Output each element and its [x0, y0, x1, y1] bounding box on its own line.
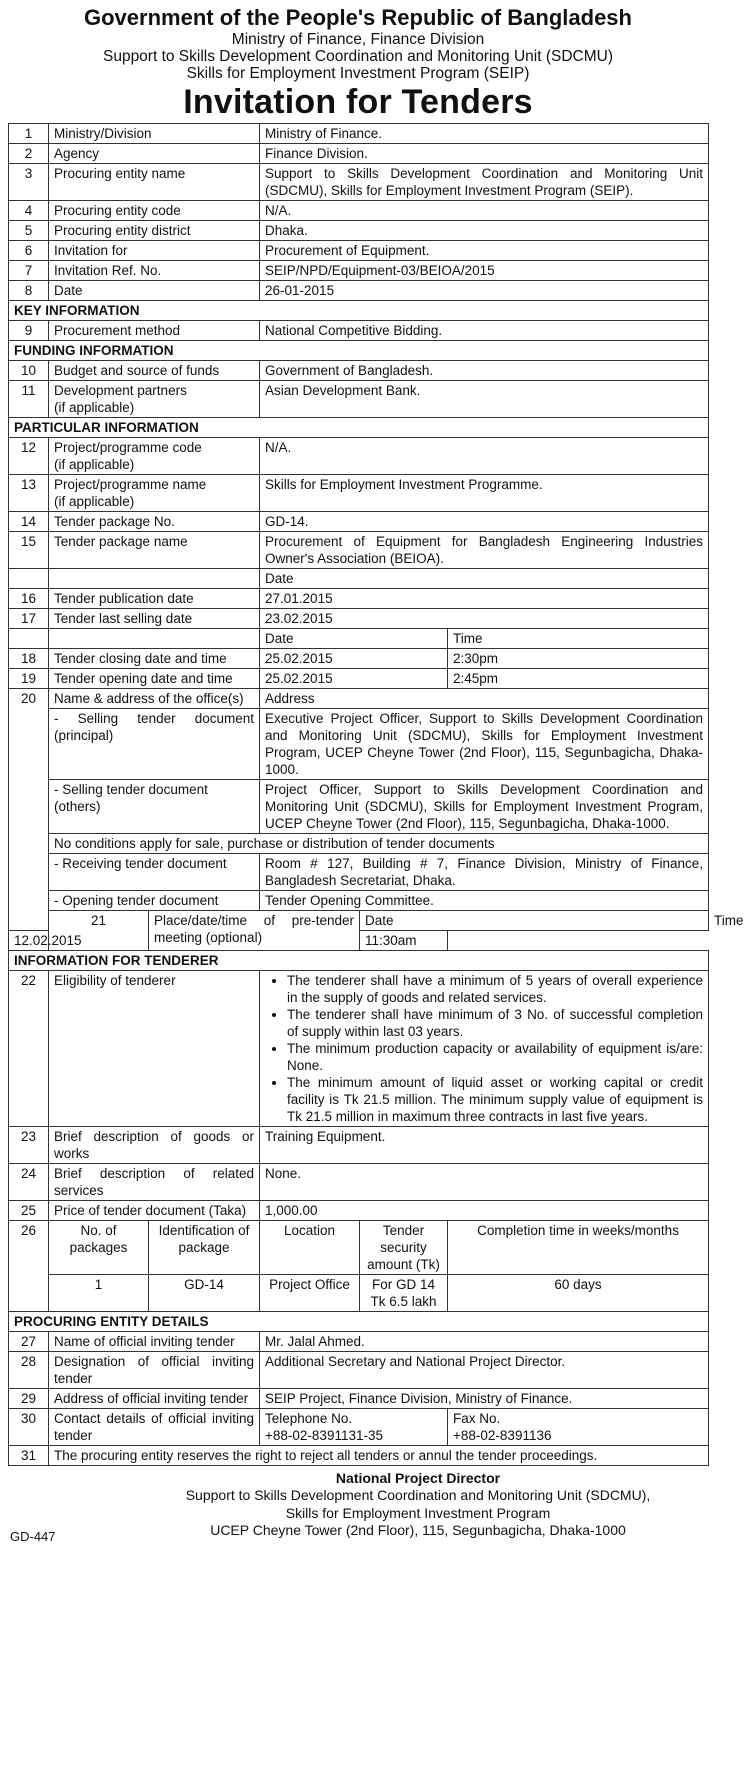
- table-row: [9, 588, 709, 608]
- row-number: 2: [9, 143, 49, 163]
- row-number-empty: [9, 628, 49, 648]
- row-label: Place/date/time of pre-tender meeting (optional): [149, 910, 360, 950]
- tender-table: [8, 123, 744, 1466]
- table-row: [9, 1126, 709, 1163]
- row-value: Government of Bangladesh.: [260, 360, 709, 380]
- row-label: Procuring entity code: [49, 200, 260, 220]
- row-number: 27: [9, 1331, 49, 1351]
- row-label: Address of official inviting tender: [49, 1388, 260, 1408]
- package-value: 1: [49, 1274, 149, 1311]
- row-number: 25: [9, 1200, 49, 1220]
- table-row: [9, 380, 709, 417]
- table-row: [9, 890, 709, 910]
- notice-header: [8, 6, 708, 121]
- row-time: 2:30pm: [448, 648, 709, 668]
- telephone-number: +88-02-8391131-35: [265, 1427, 383, 1443]
- row-label: Brief description of related services: [49, 1163, 260, 1200]
- row-number: 13: [9, 474, 49, 511]
- row-number: 14: [9, 511, 49, 531]
- selling-principal-value: Executive Project Officer, Support to Skills Development Coordination and Monitoring Unit (SDCMU), Skills for Employment Investment Program, UCEP Cheyne Tower (2nd Floor), 115, Segunbagicha, Dhaka-1000.: [260, 708, 709, 779]
- section-heading-funding: FUNDING INFORMATION: [9, 340, 709, 360]
- row-number: 10: [9, 360, 49, 380]
- row-value: 23.02.2015: [260, 608, 709, 628]
- table-row: [9, 970, 709, 1126]
- row-label: Eligibility of tenderer: [49, 970, 260, 1126]
- row-number: 29: [9, 1388, 49, 1408]
- row-number: 15: [9, 531, 49, 568]
- row-value: Procurement of Equipment for Bangladesh Engineering Industries Owner's Association (BEIOA).: [260, 531, 709, 568]
- table-row: [9, 200, 709, 220]
- row-label: Name of official inviting tender: [49, 1331, 260, 1351]
- row-number: 8: [9, 280, 49, 300]
- table-row: [9, 1351, 709, 1388]
- table-row: [9, 648, 709, 668]
- section-row: [9, 1311, 709, 1331]
- table-row: [9, 833, 709, 853]
- table-row: [9, 1274, 709, 1311]
- row-number: 5: [9, 220, 49, 240]
- receiving-value: Room # 127, Building # 7, Finance Division, Ministry of Finance, Bangladesh Secretariat, Dhaka.: [260, 853, 709, 890]
- row-number: 20: [9, 688, 49, 930]
- row-number: 4: [9, 200, 49, 220]
- table-row: [9, 320, 709, 340]
- row-value: Training Equipment.: [260, 1126, 709, 1163]
- row-value: 26-01-2015: [260, 280, 709, 300]
- row-label: [49, 474, 260, 511]
- section-heading-procuring: PROCURING ENTITY DETAILS: [9, 1311, 709, 1331]
- selling-others-label: - Selling tender document (others): [49, 779, 260, 833]
- label-line: Project/programme name: [54, 476, 207, 492]
- label-note: (if applicable): [54, 399, 135, 415]
- table-row: [9, 1220, 709, 1274]
- row-label-empty: [49, 568, 260, 588]
- table-row: [9, 708, 709, 779]
- table-row: [9, 1200, 709, 1220]
- row-number: 31: [9, 1445, 49, 1465]
- tender-notice: [8, 0, 744, 1546]
- list-item: • The minimum amount of liquid asset or working capital or credit facility is Tk 21.5 million. The minimum supply value of equipment is Tk 21.5 million in maximum three contracts in last five years.: [287, 1074, 703, 1125]
- ministry-line: Ministry of Finance, Finance Division: [231, 30, 485, 48]
- row-label: [49, 380, 260, 417]
- row-label: Budget and source of funds: [49, 360, 260, 380]
- row-label: Tender closing date and time: [49, 648, 260, 668]
- row-value: The procuring entity reserves the right to reject all tenders or annul the tender proceedings.: [49, 1445, 709, 1465]
- package-value: Project Office: [260, 1274, 360, 1311]
- row-number: 30: [9, 1408, 49, 1445]
- table-row: 21 Place/date/time of pre-tender meeting (optional) Date Time: [9, 910, 709, 930]
- row-value: N/A.: [260, 437, 709, 474]
- date-header: Date: [260, 568, 709, 588]
- package-header: Identification of package: [149, 1220, 260, 1274]
- selling-others-value: Project Officer, Support to Skills Development Coordination and Monitoring Unit (SDCMU), Skills for Employment Investment Program, UCEP Cheyne Tower (2nd Floor), 115, Segunbagicha, Dhaka-1000.: [260, 779, 709, 833]
- row-value: Ministry of Finance.: [260, 123, 709, 143]
- section-row: [9, 340, 709, 360]
- table-row: [9, 608, 709, 628]
- table-row: [9, 688, 709, 708]
- row-label-empty: [49, 628, 260, 648]
- row-number: 6: [9, 240, 49, 260]
- selling-principal-label: - Selling tender document (principal): [49, 708, 260, 779]
- package-value: GD-14: [149, 1274, 260, 1311]
- label-note: (if applicable): [54, 456, 135, 472]
- signatory-program: Skills for Employment Investment Program: [285, 1504, 551, 1521]
- row-number-empty: [9, 568, 49, 588]
- security-amount: Tk 6.5 lakh: [370, 1293, 437, 1309]
- row-number: 3: [9, 163, 49, 200]
- row-label: Contact details of official inviting tender: [49, 1408, 260, 1445]
- row-number: 22: [9, 970, 49, 1126]
- table-row: [9, 1445, 709, 1465]
- row-label: Name & address of the office(s): [49, 688, 260, 708]
- table-row: [9, 360, 709, 380]
- row-label: Invitation Ref. No.: [49, 260, 260, 280]
- row-number: 26: [9, 1220, 49, 1311]
- opening-value: Tender Opening Committee.: [260, 890, 709, 910]
- row-number: 9: [9, 320, 49, 340]
- fax-cell: [448, 1408, 709, 1445]
- date-header: Date: [260, 628, 448, 648]
- package-header: Location: [260, 1220, 360, 1274]
- row-number: 24: [9, 1163, 49, 1200]
- row-value: Asian Development Bank.: [260, 380, 709, 417]
- signatory-title: National Project Director: [335, 1469, 501, 1486]
- table-row: [9, 1331, 709, 1351]
- table-row: [9, 1163, 709, 1200]
- table-row: [9, 779, 709, 833]
- row-label: Date: [49, 280, 260, 300]
- table-row: [9, 280, 709, 300]
- table-row: [9, 853, 709, 890]
- package-header: Tender security amount (Tk): [360, 1220, 448, 1274]
- row-value: Skills for Employment Investment Programme.: [260, 474, 709, 511]
- row-number: 28: [9, 1351, 49, 1388]
- telephone-label: Telephone No.: [265, 1410, 353, 1426]
- fax-label: Fax No.: [453, 1410, 501, 1426]
- table-row: [9, 628, 709, 648]
- row-label: Procurement method: [49, 320, 260, 340]
- row-label: Invitation for: [49, 240, 260, 260]
- row-time: 2:45pm: [448, 668, 709, 688]
- table-row: [9, 1408, 709, 1445]
- section-row: [9, 417, 709, 437]
- row-label: Ministry/Division: [49, 123, 260, 143]
- list-item: • The tenderer shall have minimum of 3 No. of successful completion of supply within last 03 years.: [287, 1006, 703, 1040]
- row-value: SEIP/NPD/Equipment-03/BEIOA/2015: [260, 260, 709, 280]
- row-label: Brief description of goods or works: [49, 1126, 260, 1163]
- row-time: 11:30am: [360, 930, 448, 950]
- row-label: Tender package name: [49, 531, 260, 568]
- row-label: Tender package No.: [49, 511, 260, 531]
- unit-line: Support to Skills Development Coordination and Monitoring Unit (SDCMU): [102, 47, 613, 65]
- section-heading-tenderer: INFORMATION FOR TENDERER: [9, 950, 709, 970]
- row-value: Procurement of Equipment.: [260, 240, 709, 260]
- row-date: 25.02.2015: [260, 648, 448, 668]
- row-number: 16: [9, 588, 49, 608]
- row-value: National Competitive Bidding.: [260, 320, 709, 340]
- row-value: GD-14.: [260, 511, 709, 531]
- package-security: [360, 1274, 448, 1311]
- list-item: • The tenderer shall have a minimum of 5 years of overall experience in the supply of goods and related services.: [287, 972, 703, 1006]
- row-number: 12: [9, 437, 49, 474]
- row-value: 1,000.00: [260, 1200, 709, 1220]
- row-number: 21: [49, 910, 149, 950]
- section-heading-particular: PARTICULAR INFORMATION: [9, 417, 709, 437]
- label-line: Project/programme code: [54, 439, 202, 455]
- package-value: 60 days: [448, 1274, 709, 1311]
- row-number: 23: [9, 1126, 49, 1163]
- table-row: [9, 220, 709, 240]
- section-row: [9, 950, 709, 970]
- table-row: [9, 143, 709, 163]
- row-number: 7: [9, 260, 49, 280]
- row-number: 18: [9, 648, 49, 668]
- signature-block: [8, 1466, 708, 1546]
- notice-code: GD-447: [10, 1529, 56, 1545]
- row-label: Tender last selling date: [49, 608, 260, 628]
- security-line: For GD 14: [372, 1276, 436, 1292]
- signatory-unit: Support to Skills Development Coordination and Monitoring Unit (SDCMU),: [185, 1487, 651, 1504]
- table-row: [9, 568, 709, 588]
- date-header: Date: [360, 910, 709, 930]
- section-heading-key: KEY INFORMATION: [9, 300, 709, 320]
- row-value: SEIP Project, Finance Division, Ministry of Finance.: [260, 1388, 709, 1408]
- row-label: Agency: [49, 143, 260, 163]
- row-label: Procuring entity district: [49, 220, 260, 240]
- signatory-address: UCEP Cheyne Tower (2nd Floor), 115, Segunbagicha, Dhaka-1000: [210, 1522, 626, 1539]
- row-value: Support to Skills Development Coordination and Monitoring Unit (SDCMU), Skills for Employment Investment Program (SEIP).: [260, 163, 709, 200]
- row-number: 11: [9, 380, 49, 417]
- table-row: [9, 668, 709, 688]
- opening-label: - Opening tender document: [49, 890, 260, 910]
- table-row: [9, 123, 709, 143]
- section-row: [9, 300, 709, 320]
- row-value: Dhaka.: [260, 220, 709, 240]
- table-row: [9, 474, 709, 511]
- list-item: • The minimum production capacity or availability of equipment is/are: None.: [287, 1040, 703, 1074]
- package-header: Completion time in weeks/months: [448, 1220, 709, 1274]
- address-header: Address: [260, 688, 709, 708]
- telephone-cell: [260, 1408, 448, 1445]
- row-value: N/A.: [260, 200, 709, 220]
- row-number: 19: [9, 668, 49, 688]
- receiving-label: - Receiving tender document: [49, 853, 260, 890]
- table-row: [9, 511, 709, 531]
- row-value: Finance Division.: [260, 143, 709, 163]
- table-row: [9, 240, 709, 260]
- row-number: 17: [9, 608, 49, 628]
- notice-title: Invitation for Tenders: [183, 82, 533, 121]
- row-label: Procuring entity name: [49, 163, 260, 200]
- row-value: Mr. Jalal Ahmed.: [260, 1331, 709, 1351]
- row-label: Tender opening date and time: [49, 668, 260, 688]
- no-conditions-note: No conditions apply for sale, purchase or distribution of tender documents: [49, 833, 709, 853]
- row-label: Price of tender document (Taka): [49, 1200, 260, 1220]
- table-row: [9, 1388, 709, 1408]
- table-row: [9, 531, 709, 568]
- row-value: None.: [260, 1163, 709, 1200]
- eligibility-list: [260, 970, 709, 1126]
- table-row: [9, 437, 709, 474]
- program-line: Skills for Employment Investment Program (SEIP): [186, 65, 530, 83]
- table-row: [9, 163, 709, 200]
- row-date: 12.02.2015: [9, 930, 149, 950]
- row-date: 25.02.2015: [260, 668, 448, 688]
- package-header: No. of packages: [49, 1220, 149, 1274]
- row-value: Additional Secretary and National Project Director.: [260, 1351, 709, 1388]
- label-line: Development partners: [54, 382, 187, 398]
- table-row: [9, 260, 709, 280]
- row-label: Designation of official inviting tender: [49, 1351, 260, 1388]
- fax-number: +88-02-8391136: [453, 1427, 552, 1443]
- row-value: 27.01.2015: [260, 588, 709, 608]
- label-note: (if applicable): [54, 493, 135, 509]
- row-label: Tender publication date: [49, 588, 260, 608]
- government-title: Government of the People's Republic of Bangladesh: [84, 5, 632, 30]
- row-number: 1: [9, 123, 49, 143]
- time-header: Time: [448, 628, 709, 648]
- row-label: [49, 437, 260, 474]
